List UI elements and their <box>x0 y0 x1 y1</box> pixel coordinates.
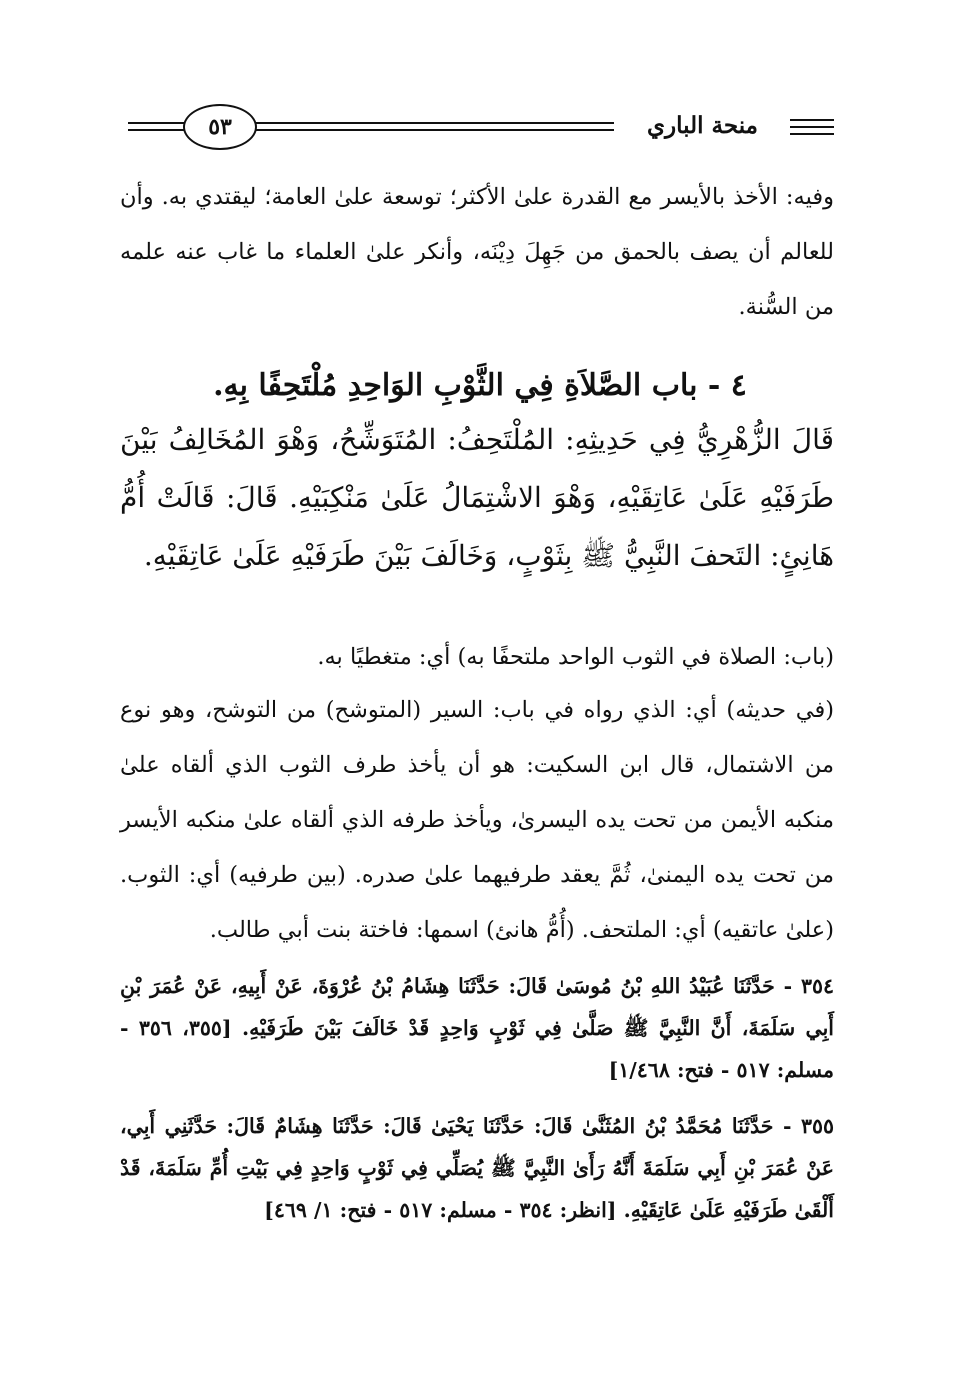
hadith-355 <box>120 1105 834 1231</box>
hadith-reference: [٣٥٥، ٣٥٦ - مسلم: ٥١٧ - فتح: ١/٤٦٨] <box>120 1016 834 1082</box>
header-rule <box>790 133 834 135</box>
hadith-text: ٣٥٥ - حَدَّثَنَا مُحَمَّدُ بْنُ المُثَنَّىٰ قَالَ: حَدَّثَنَا يَحْيَىٰ قَالَ: حَدَّثَنَا هِشَامٌ قَالَ: حَدَّثَنِي أَبِي، عَنْ عُمَرَ بْنِ أَبِي سَلَمَةَ أَنَّهُ رَأَىٰ النَّبِيَّ ﷺ يُصَلِّي فِي ثَوْبٍ وَاحِدٍ فِي بَيْتِ أُمِّ سَلَمَةَ، قَدْ أَلْقَىٰ طَرَفَيْهِ عَلَىٰ عَاتِقَيْهِ. <box>120 1114 834 1222</box>
sharh-line: (باب: الصلاة في الثوب الواحد ملتحفًا به) أي: متغطيًا به. <box>317 644 834 670</box>
hadith-reference: [انظر: ٣٥٤ - مسلم: ٥١٧ - فتح: ١/ ٤٦٩] <box>264 1198 617 1222</box>
header-rule <box>128 122 186 124</box>
header-rule <box>128 129 186 131</box>
header-rule <box>790 119 834 121</box>
sharh-paragraph: (في حديثه) أي: الذي رواه في باب: السير (المتوشح) من التوشح، وهو نوع من الاشتمال، قال ابن السكيت: هو أن يأخذ طرف الثوب الذي ألقاه علىٰ منكبه الأيمن من تحت يده اليسرىٰ، ويأخذ طرفه الذي ألقاه علىٰ منكبه الأيسر من تحت يده اليمنىٰ، ثُمَّ يعقد طرفيهما علىٰ صدره. (بين طرفيه) أي: الثوب. (علىٰ عاتقيه) أي: الملتحف. (أُمُّ هانئ) اسمها: فاختة بنت أبي طالب. <box>120 697 834 943</box>
header-rule <box>790 126 834 128</box>
chapter-heading: ٤ - باب الصَّلاَةِ فِي الثَّوْبِ الوَاحِدِ مُلْتَحِفًا بِهِ. <box>213 368 747 403</box>
book-title: منحة الباري <box>647 112 758 139</box>
matn-paragraph: قَالَ الزُّهْرِيُّ فِي حَدِيثِهِ: المُلْتَحِفُ: المُتَوَشِّحُ، وَهْوَ المُخَالِفُ بَيْنَ طَرَفَيْهِ عَلَىٰ عَاتِقَيْهِ، وَهْوَ الاشْتِمَالُ عَلَىٰ مَنْكِبَيْهِ. قَالَ: قَالَتْ أُمُّ هَانِئٍ: التَحفَ النَّبِيُّ ﷺ بِثَوْبٍ، وَخَالَفَ بَيْنَ طَرَفَيْهِ عَلَىٰ عَاتِقَيْهِ. <box>120 423 834 572</box>
hadith-354 <box>120 965 834 1091</box>
page-header <box>0 100 958 150</box>
intro-paragraph: وفيه: الأخذ بالأيسر مع القدرة علىٰ الأكثر؛ توسعة علىٰ العامة؛ ليقتدي به. وأن للعالم أن يصف بالحمق من جَهِلَ دِيْنَه، وأنكر علىٰ العلماء ما غاب عنه علمه من السُّنة. <box>120 184 834 320</box>
page-number: ٥٣ <box>183 104 257 150</box>
header-rule <box>248 122 614 124</box>
hadith-text: ٣٥٤ - حَدَّثَنَا عُبَيْدُ اللهِ بْنُ مُوسَىٰ قَالَ: حَدَّثَنَا هِشَامُ بْنُ عُرْوَةَ، عَنْ أَبِيهِ، عَنْ عُمَرَ بْنِ أَبِي سَلَمَةَ، أَنَّ النَّبِيَّ ﷺ صَلَّىٰ فِي ثَوْبٍ وَاحِدٍ قَدْ خَالَفَ بَيْنَ طَرَفَيْهِ. <box>120 974 834 1040</box>
header-rule <box>248 129 614 131</box>
